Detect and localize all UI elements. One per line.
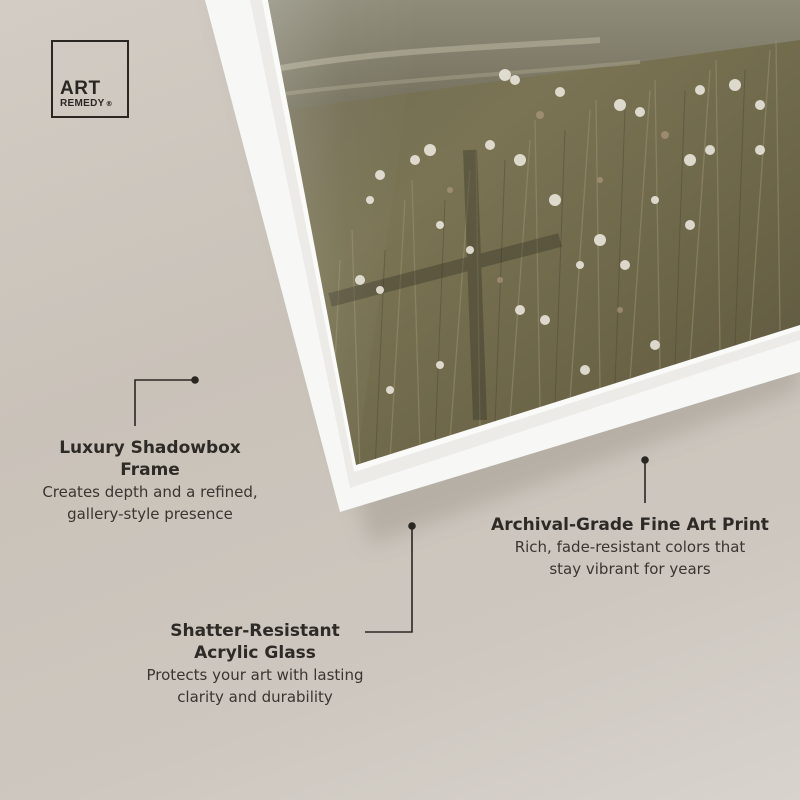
art-remedy-logo [51,40,129,118]
callout-title: Luxury Shadowbox [59,438,241,458]
callout-description: Protects your art with lasting [146,666,364,684]
callout-description: clarity and durability [177,688,333,706]
callout-description: stay vibrant for years [549,560,711,578]
callout-description: Rich, fade-resistant colors that [514,538,746,556]
callout-title: Shatter-Resistant [170,621,340,641]
callout-title: Acrylic Glass [194,643,316,663]
callout-shadowbox-frame [0,437,300,525]
callout-description: gallery-style presence [67,505,233,523]
frame-leader-line [135,380,195,426]
callout-title: Archival-Grade Fine Art Print [491,515,769,535]
logo-text-art: ART [60,78,101,99]
callout-description: Creates depth and a refined, [42,483,258,501]
callout-acrylic-glass [105,620,405,708]
registered-mark: ® [105,100,113,108]
callout-fine-art-print [460,514,800,580]
logo-text-remedy: REMEDY® [60,98,113,109]
callout-title: Frame [120,460,180,480]
